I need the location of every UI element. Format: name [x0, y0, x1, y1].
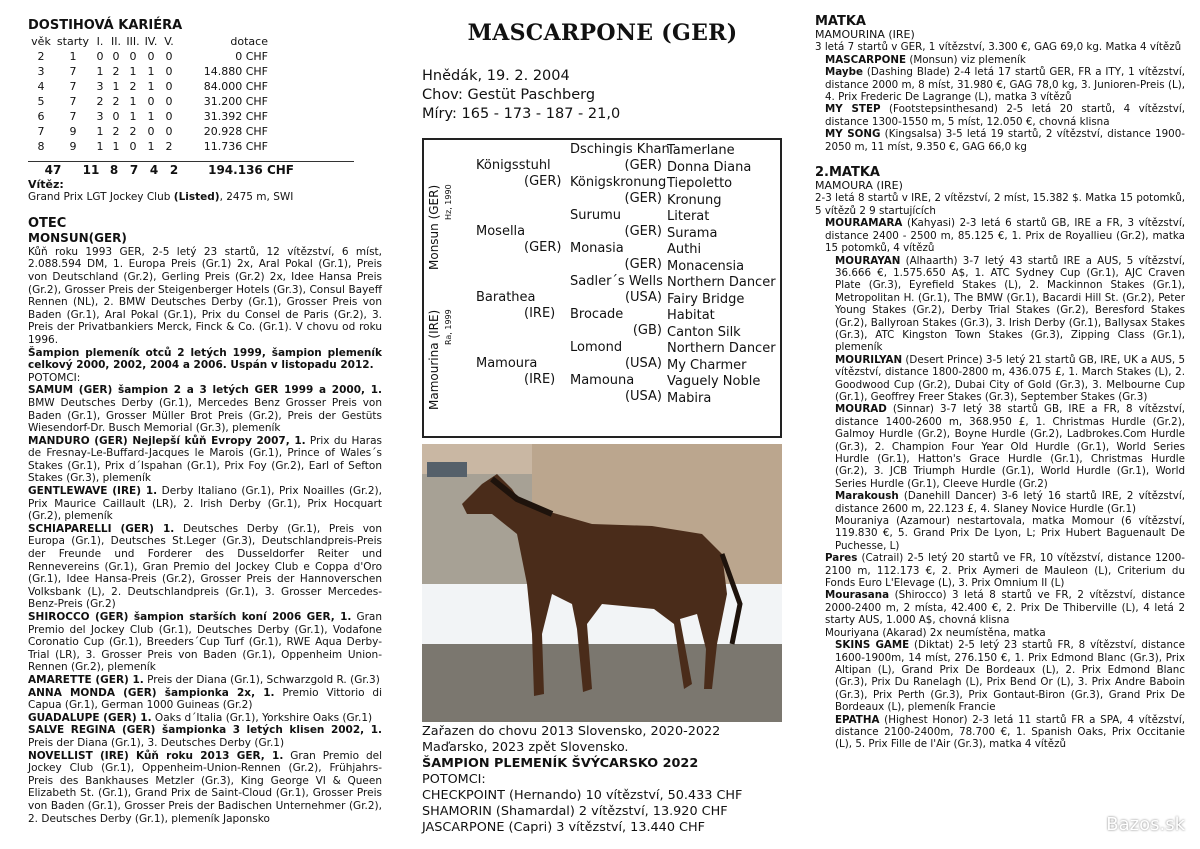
career-row	[28, 65, 298, 80]
pedigree-gen4-name: Mabira	[667, 390, 712, 406]
dam-offspring-list	[815, 54, 1185, 153]
dam2-title: 2.MATKA	[815, 165, 880, 181]
career-cell: 84.000 CHF	[203, 80, 268, 94]
career-cell: 1	[96, 65, 104, 79]
career-row	[28, 110, 298, 125]
career-cell: 7	[69, 80, 77, 94]
dam2-offspring-item	[815, 552, 1185, 589]
career-header-row	[28, 35, 298, 50]
pedigree-gen4-name: Authi	[667, 242, 702, 257]
career-cell: 1	[147, 80, 155, 94]
pedigree-gen4-name: Northern Dancer	[667, 275, 776, 290]
sire-offspring-item	[28, 724, 382, 749]
offspring-name: EPATHA	[835, 713, 880, 726]
watermark: Bazos.sk	[1106, 814, 1185, 835]
career-cell: 1	[69, 50, 77, 64]
dam2-offspring-item	[815, 354, 1185, 404]
stud-offspring-label: POTOMCI:	[422, 772, 486, 787]
pedigree-gen3-origin: (GER)	[624, 158, 662, 173]
offspring-record: (Diktat) 2-5 letý 23 startů FR, 8 vítězství, distance 1600-1900m, 14 míst, 276.150 €, 1. Prix Edmond Blanc (Gr.3), Prix Altipan (L), Grand Prix De Bordeaux (L), 2. Prix Edmond Blanc (Gr.3), Prix Du Ranelagh (L), Prix Bend Or (L), 3. Prix Andre Baboin (Gr.3), Prix Perth (Gr.3), Prix Gontaut-Biron (Gr.3), Grand Prix De Bordeaux (L), plemeník Francie	[835, 639, 1186, 714]
winner-grade: (Listed)	[173, 191, 220, 204]
offspring-name: SAMUM (GER) šampion 2 a 3 letých GER 1999 a 2000, 1.	[28, 384, 382, 397]
career-cell: 0	[165, 65, 173, 79]
offspring-record: (Desert Prince) 3-5 letý 21 startů GB, IRE, UK a AUS, 5 vítězství, distance 1800-2800 m, 436.075 £, 1. March Stakes (L), 2. Goodwood Cup (Gr.2), Dubai City of Gold (Gr.3), 3. Melbourne Cup (Gr.1), Geoffrey Freer Stakes (Gr.3), September Stakes (Gr.3)	[835, 353, 1185, 403]
career-table	[28, 35, 298, 155]
career-cell: 9	[69, 140, 77, 154]
offspring-name: Pares	[825, 552, 858, 565]
offspring-record: (Danehill Dancer) 3-6 letý 16 startů IRE, 2 vítězství, distance 2600 m, 22.123 £, 4. Slaney Novice Hurdle (Gr.1)	[835, 490, 1185, 515]
career-cell: 0	[96, 50, 104, 64]
winner-label: Vítěz:	[28, 177, 64, 191]
offspring-record: Prix du Haras de Fresnay-Le-Buffard-Jacques le Marois (Gr.1), Prince of Wales´s Stakes (Gr.1), Prix d´Ispahan (Gr.1), Prix Foy (Gr.2), Earl of Sefton Stakes (Gr.3), plemeník	[28, 434, 383, 485]
pedigree-gen2-name: Mosella	[476, 224, 526, 239]
sire-offspring-item	[28, 611, 382, 674]
career-totals	[28, 161, 354, 177]
career-title: DOSTIHOVÁ KARIÉRA	[28, 18, 183, 33]
total-second: 8	[109, 163, 119, 177]
career-cell: 14.880 CHF	[203, 65, 268, 79]
pedigree-gen2-name: Mamoura	[476, 356, 538, 371]
career-cell: 1	[129, 95, 137, 109]
pedigree-gen2-name: Barathea	[476, 290, 536, 305]
pedigree-gen3-origin: (GER)	[624, 191, 662, 206]
total-prize: 194.136 CHF	[208, 163, 294, 177]
career-cell: 6	[37, 110, 45, 124]
stud-offspring-item: SHAMORIN (Shamardal) 2 vítězství, 13.920 CHF	[422, 804, 728, 819]
pedigree-gen3-name: Königskronung	[570, 175, 667, 190]
career-cell: 0	[165, 50, 173, 64]
career-row	[28, 80, 298, 95]
pedigree-gen4-name: Habitat	[667, 308, 715, 323]
offspring-record: (Kahyasi) 2-3 letá 6 startů GB, IRE a FR, 3 vítězství, distance 2400 - 2500 m, 85.125 €, 1. Prix de Royallieu (Gr.2), matka 15 potomků, 4 vítězů	[825, 217, 1185, 255]
career-cell: 1	[112, 140, 120, 154]
career-cell: 1	[96, 140, 104, 154]
career-cell: 0	[147, 125, 155, 139]
middle-column	[400, 0, 805, 849]
career-cell: 1	[147, 110, 155, 124]
pedigree-gen4-name: Monacensia	[667, 258, 745, 274]
offspring-name: Maybe	[825, 66, 863, 79]
career-cell: 7	[69, 95, 77, 109]
offspring-record: (Footstepsinthesand) 2-5 letá 20 startů, 4 vítězství, distance 1300-1550 m, 5 míst, 12.050 €, chovná klisna	[825, 103, 1185, 128]
career-header: IV.	[144, 35, 158, 49]
offspring-name: MY STEP	[825, 103, 881, 116]
offspring-name: MOURAMARA	[825, 217, 903, 230]
career-cell: 7	[69, 65, 77, 79]
career-cell: 7	[69, 110, 77, 124]
winner-block	[28, 179, 382, 204]
offspring-name: SCHIAPARELLI (GER) 1.	[28, 522, 175, 535]
pedigree-gen3-origin: (GER)	[624, 224, 662, 239]
pedigree-gen2-origin: (IRE)	[524, 372, 556, 387]
offspring-name: AMARETTE (GER) 1.	[28, 673, 144, 686]
pedigree-chart	[422, 138, 782, 438]
sire-offspring-item	[28, 687, 382, 712]
offspring-record: (Catrail) 2-5 letý 20 startů ve FR, 10 vítězství, distance 1200-2100 m, 112.173 €, 2. Prix Aymeri de Mauleon (L), Criterium du Fonds Euro L'Elevage (L), 3. Prix Omnium II (L)	[825, 552, 1185, 590]
sire-name: MONSUN(GER)	[28, 230, 127, 245]
sire-offspring-list	[28, 384, 382, 825]
career-cell: 5	[37, 95, 45, 109]
pedigree-gen4-name: Fairy Bridge	[667, 291, 745, 307]
dam-offspring-item	[815, 54, 1185, 66]
offspring-name: MANDURO (GER) Nejlepší kůň Evropy 2007, 1.	[28, 434, 306, 447]
career-cell: 2	[112, 95, 120, 109]
career-cell: 0	[165, 110, 173, 124]
career-cell: 8	[37, 140, 45, 154]
career-cell: 1	[129, 110, 137, 124]
pedigree-sire: Monsun (GER)	[427, 184, 441, 270]
offspring-name: MY SONG	[825, 128, 881, 141]
career-cell: 0	[165, 125, 173, 139]
career-cell: 0	[129, 140, 137, 154]
offspring-record: Oaks d´Italia (Gr.1), Yorkshire Oaks (Gr.1)	[151, 711, 373, 724]
career-cell: 0	[129, 50, 137, 64]
horse-photo-image	[422, 444, 782, 722]
horse-photo	[422, 444, 782, 722]
career-cell: 1	[96, 125, 104, 139]
pedigree-gen4-name: Canton Silk	[667, 324, 741, 340]
sire-offspring-item	[28, 384, 382, 434]
pedigree-gen3-name: Brocade	[570, 307, 624, 322]
pedigree-gen3-origin: (GB)	[632, 323, 662, 338]
career-header: II.	[111, 35, 121, 49]
offspring-record: Mouriyana (Akarad) 2x neumístěna, matka	[825, 626, 1046, 639]
career-cell: 11.736 CHF	[203, 140, 268, 154]
career-header: věk	[31, 35, 51, 49]
sire-offspring-item	[28, 485, 382, 523]
offspring-record: (Dashing Blade) 2-4 letá 17 startů GER, FR a ITY, 1 vítězství, distance 2000 m, 8 míst, 31.980 €, GAG 78,0 kg, 3. Junioren-Preis (L), 4. Prix Frederic De Lagrange (L), matka 3 vítězů	[825, 66, 1185, 104]
dam2-name: MAMOURA (IRE)	[815, 179, 903, 193]
pedigree-gen2-origin: (GER)	[524, 174, 562, 189]
total-fifth: 2	[169, 163, 179, 177]
horse-color-dob: Hnědák, 19. 2. 2004	[422, 68, 570, 84]
offspring-name: SHIROCCO (GER) šampion starších koní 2006 GER, 1.	[28, 611, 352, 623]
pedigree-dam: Mamourina (IRE)	[427, 309, 441, 410]
sire-offspring-item	[28, 435, 382, 485]
career-cell: 7	[37, 125, 45, 139]
offspring-name: Mourasana	[825, 589, 890, 602]
pedigree-gen2-origin: (IRE)	[524, 306, 556, 321]
pedigree-gen2-name: Königsstuhl	[476, 158, 551, 173]
career-cell: 2	[112, 125, 120, 139]
offspring-name: Marakoush	[835, 490, 899, 503]
dam2-offspring-item	[815, 627, 1185, 639]
pedigree-gen4-name: Literat	[667, 209, 710, 224]
career-cell: 0	[147, 95, 155, 109]
pedigree-gen3-name: Lomond	[570, 340, 623, 355]
dam-offspring-item	[815, 128, 1185, 153]
career-header: I.	[96, 35, 104, 49]
pedigree-gen4-name: Vaguely Noble	[667, 374, 761, 389]
sire-offspring-item	[28, 750, 382, 826]
pedigree-gen3-name: Mamouna	[570, 373, 635, 388]
pedigree-dam-meta: Ra, 1999	[444, 309, 453, 345]
career-header: V.	[164, 35, 174, 49]
career-header: starty	[56, 35, 90, 49]
career-row	[28, 50, 298, 65]
sire-record: Kůň roku 1993 GER, 2-5 letý 23 startů, 12 vítězství, 6 míst, 2.088.594 DM, 1. Europa Preis (Gr.1) 2x, Aral Pokal (Gr.1), Preis von Deutschland (Gr.2), Gerling Preis (Gr.2) 2x, Idee Hansa Preis (Gr.2), Grosser Preis der Steigenberger Hotels (Gr.3), Consul Bayeff Rennen (NL), 2. BMW Deutsches Derby (Gr.1), Grosser Preis von Baden (Gr.1), Aral Pokal (Gr.1), Prix du Consel de Paris (Gr.2), 3. Preis der Privatbankiers Merck, Finck & Co. (Gr.1). V chovu od roku 1996.	[28, 245, 382, 346]
dam2-record: 2-3 letá 8 startů v IRE, 2 vítězství, 2 míst, 15.382 $. Matka 15 potomků, 5 vítězů 2 9 startujících	[815, 192, 1185, 217]
dam-offspring-item	[815, 103, 1185, 128]
career-cell: 3	[96, 80, 104, 94]
career-row	[28, 95, 298, 110]
offspring-record: Deutsches Derby (Gr.1), Preis von Europa (Gr.1), Deutsches St.Leger (Gr.3), Deutschlandpreis-Preis der Freunde und Forderer des Dusseldorfer Reiter und Rennevereins (Gr.1), Gran Premio del Jockey Club e Coppa d'Oro (Gr.1), Idee Hansa-Preis (Gr.2), Grosser Preis der Hannoverschen Volksbank (L), 2. Deutschlandpreis (Gr.1), 3. Grosser Mercedes-Benz-Preis (Gr.2)	[28, 522, 382, 611]
career-cell: 31.392 CHF	[203, 110, 268, 124]
dam-offspring-item	[815, 66, 1185, 103]
career-cell: 0	[112, 110, 120, 124]
offspring-name: GUADALUPE (GER) 1.	[28, 711, 152, 724]
offspring-name: MOURILYAN	[835, 353, 903, 366]
pedigree-gen4-name: Tiepoletto	[667, 176, 733, 191]
offspring-record: (Highest Honor) 2-3 letá 11 startů FR a SPA, 4 vítězství, distance 2100-2400m, 78.700 €, 1. Spanish Oaks, Prix Occitanie (L), 5. Prix Fille de l'Air (Gr.3), matka 4 vítězů	[835, 713, 1185, 751]
offspring-record: Preis der Diana (Gr.1), 3. Deutsches Derby (Gr.1)	[28, 736, 285, 749]
stud-info	[422, 724, 787, 836]
offspring-name: MOURAYAN	[835, 254, 901, 267]
offspring-record: Derby Italiano (Gr.1), Prix Noailles (Gr.2), Prix Maurice Caillault (LR), 2. Irish Derby (Gr.1), Prix Hocquart (Gr.2), plemeník	[28, 485, 382, 523]
career-cell: 1	[129, 65, 137, 79]
pedigree-gen3-name: Surumu	[570, 208, 621, 223]
stud-offspring-item: CHECKPOINT (Hernando) 10 vítězství, 50.433 CHF	[422, 788, 743, 803]
offspring-record: (Kingsalsa) 3-5 letá 19 startů, 2 vítězství, distance 1900-2050 m, 11 míst, 9.350 €, GAG 66,0 kg	[825, 128, 1185, 153]
horse-name: MASCARPONE (GER)	[467, 20, 738, 46]
pedigree-gen4-name: Tamerlane	[667, 143, 735, 158]
career-cell: 4	[37, 80, 45, 94]
total-starts: 47	[44, 163, 62, 177]
left-column	[0, 0, 400, 849]
sire-title: OTEC	[28, 215, 67, 231]
sire-champion: Šampion plemeník otců 2 letých 1999, šampion plemeník celkový 2000, 2002, 2004 a 2006. Uspán v listopadu 2012.	[28, 346, 382, 372]
career-cell: 31.200 CHF	[203, 95, 268, 109]
sire-offspring-label: POTOMCI:	[28, 371, 81, 384]
career-cell: 0	[165, 80, 173, 94]
total-fourth: 4	[149, 163, 159, 177]
career-cell: 20.928 CHF	[203, 125, 268, 139]
offspring-name: MASCARPONE	[825, 53, 907, 66]
pedigree-gen4-name: My Charmer	[667, 357, 747, 373]
offspring-record: (Shirocco) 3 letá 8 startů ve FR, 2 vítězství, distance 2000-2400 m, 2 místa, 42.400 €, 2. Prix De Thiberville (L), 4 letá 2 starty AUS, 1.000 A$, chovná klisna	[825, 589, 1185, 627]
dam2-offspring-item	[815, 403, 1185, 490]
pedigree-gen3-name: Sadler´s Wells	[570, 274, 663, 289]
career-cell: 1	[112, 80, 120, 94]
pedigree-sire-meta: Hz, 1990	[444, 184, 453, 220]
career-cell: 0 CHF	[235, 50, 268, 64]
pedigree-gen3-origin: (USA)	[624, 389, 662, 404]
career-header: III.	[126, 35, 140, 49]
dam-title: MATKA	[815, 14, 866, 29]
pedigree-gen4-name: Surama	[667, 225, 718, 241]
dam2-offspring-item	[815, 217, 1185, 254]
dam-record: 3 letá 7 startů v GER, 1 vítězství, 3.300 €, GAG 69,0 kg. Matka 4 vítězů	[815, 41, 1182, 54]
dam2-offspring-item	[815, 714, 1185, 751]
offspring-record: BMW Deutsches Derby (Gr.1), Mercedes Benz Grosser Preis von Baden (Gr.1), Grosser Müller Brot Preis (Gr.2), Preis der Gestüts Wiesendorf-Dr. Busch Memorial (Gr.3), plemeník	[28, 396, 382, 435]
career-cell: 2	[37, 50, 45, 64]
pedigree-gen3-name: Dschingis Khan	[570, 142, 670, 157]
sire-offspring-item	[28, 712, 382, 725]
offspring-record: (Monsun) viz plemeník	[906, 53, 1026, 66]
dam2-offspring-item	[815, 639, 1185, 713]
dam2-offspring-list	[815, 217, 1185, 750]
pedigree-gen4-name: Kronung	[667, 192, 722, 208]
offspring-record: Gran Premio del Jockey Club (Gr.1), Deutsches Derby (Gr.1), Vodafone Coronatio Cup (Gr.1), Breeders´Cup Turf (Gr.1), RWE Aqua Derby-Trial (LR), 3. Grosser Preis von Baden (Gr.1), Oppenheim Union-Rennen (Gr.2), plemeník	[28, 611, 382, 674]
pedigree-gen4-name: Donna Diana	[667, 159, 752, 175]
career-cell: 2	[129, 125, 137, 139]
stud-career: Zařazen do chovu 2013 Slovensko, 2020-2022 Maďarsko, 2023 zpět Slovensko.	[422, 724, 721, 755]
career-cell: 3	[37, 65, 45, 79]
offspring-record: (Alhaarth) 3-7 letý 43 startů IRE a AUS, 5 vítězství, 36.666 €, 1.575.650 A$, 1. ATC Sydney Cup (Gr.1), AJC Craven Plate (Gr.3), Eyrefield Stakes (L), 2. Mackinnon Stakes (Gr.1), Metropolitan H. (Gr.1), The BMW (Gr.1), Bacardi Hill St. (Gr.2), Peter Young Stakes (Gr.2), Derby Trial Stakes (Gr.2), Beresford Stakes (Gr.2), Ballyroan Stakes (Gr.3), 3. Irish Derby (Gr.1), Ballysax Stakes (Gr.3), ATC Kingston Town Stakes (Gr.3), Zipping Class (Gr.1), plemeník	[835, 254, 1185, 354]
total-third: 7	[129, 163, 139, 177]
sire-offspring-item	[28, 523, 382, 611]
pedigree-gen4-name: Northern Dancer	[667, 341, 776, 356]
career-cell: 0	[147, 50, 155, 64]
pedigree-gen3-name: Monasia	[570, 241, 624, 256]
horse-measures: Míry: 165 - 173 - 187 - 21,0	[422, 106, 621, 122]
offspring-record: Preis der Diana (Gr.1), Schwarzgold R. (Gr.3)	[143, 673, 380, 686]
horse-info	[422, 67, 620, 124]
dam2-offspring-item	[815, 490, 1185, 515]
winner-detail: , 2475 m, SWI	[219, 191, 294, 204]
sire-offspring-item	[28, 674, 382, 687]
dam-name: MAMOURINA (IRE)	[815, 28, 915, 41]
pedigree-gen3-origin: (USA)	[624, 356, 662, 371]
pedigree-gen3-origin: (GER)	[624, 257, 662, 272]
offspring-record: Mouraniya (Azamour) nestartovala, matka Momour (6 vítězství, 119.830 €, 5. Grand Prix De Lyon, L; Prix Hubert Baguenault De Puchesse, L)	[835, 515, 1185, 552]
dam2-offspring-item	[815, 589, 1185, 626]
career-cell: 2	[129, 80, 137, 94]
stud-offspring-item: JASCARPONE (Capri) 3 vítězství, 13.440 CHF	[422, 820, 705, 835]
career-cell: 0	[165, 95, 173, 109]
total-wins: 11	[82, 163, 100, 177]
pedigree-gen3-origin: (USA)	[624, 290, 662, 305]
career-row	[28, 125, 298, 140]
offspring-record: Gran Premio del Jockey Club (Gr.1), Oppenheim-Union-Rennen (Gr.2), Frühjahrs-Preis des Bankhauses Metzler (Gr.3), King George VI & Queen Elizabeth St. (Gr.1), Grand Prix de Saint-Cloud (Gr.1), Grosser Preis von Baden (Gr.1), Grosser Preis der Badischen Unternehmer (Gr.2), 2. Deutsches Derby (Gr.1), plemeník Japonsko	[28, 749, 382, 825]
offspring-record: (Sinnar) 3-7 letý 38 startů GB, IRE a FR, 8 vítězství, distance 1400-2600 m, 368.950 £, 1. Christmas Hurdle (Gr.2), Galmoy Hurdle (Gr.2), Boyne Hurdle (Gr.2), Ladbrokes.Com Hurdle (Gr.3), 2. Champion Four Year Old Hurdle (Gr.1), World Series Hurdle (Gr.1), Hatton's Grace Hurdle (Gr.1), Christmas Hurdle (Gr.2), 3. JCB Triumph Hurdle (Gr.1), World Hurdle (Gr.1), World Series Hurdle (Gr.1), Cleeve Hurdle (Gr.2)	[835, 403, 1185, 490]
offspring-name: SALVE REGINA (GER) šampionka 3 letých klisen 2002, 1.	[28, 724, 382, 737]
career-header: dotace	[230, 35, 268, 49]
career-cell: 2	[96, 95, 104, 109]
horse-breeder: Chov: Gestüt Paschberg	[422, 87, 596, 103]
dam2-offspring-item	[815, 255, 1185, 354]
career-cell: 1	[147, 65, 155, 79]
career-cell: 3	[96, 110, 104, 124]
offspring-name: MOURAD	[835, 403, 887, 416]
career-cell: 1	[147, 140, 155, 154]
offspring-name: NOVELLIST (IRE) Kůň roku 2013 GER, 1.	[28, 749, 284, 762]
pedigree-gen2-origin: (GER)	[524, 240, 562, 255]
offspring-name: SKINS GAME	[835, 639, 910, 652]
career-row	[28, 140, 298, 155]
right-column	[805, 0, 1200, 849]
offspring-name: GENTLEWAVE (IRE) 1.	[28, 485, 158, 498]
offspring-name: ANNA MONDA (GER) šampionka 2x, 1.	[28, 686, 275, 699]
stud-champion: ŠAMPION PLEMENÍK ŠVÝCARSKO 2022	[422, 756, 699, 771]
dam2-offspring-item	[815, 515, 1185, 552]
career-cell: 2	[165, 140, 173, 154]
offspring-record: Premio Vittorio di Capua (Gr.1), German 1000 Guineas (Gr.2)	[28, 686, 382, 712]
career-cell: 0	[112, 50, 120, 64]
career-cell: 2	[112, 65, 120, 79]
career-cell: 9	[69, 125, 77, 139]
winner-race: Grand Prix LGT Jockey Club	[28, 191, 174, 204]
